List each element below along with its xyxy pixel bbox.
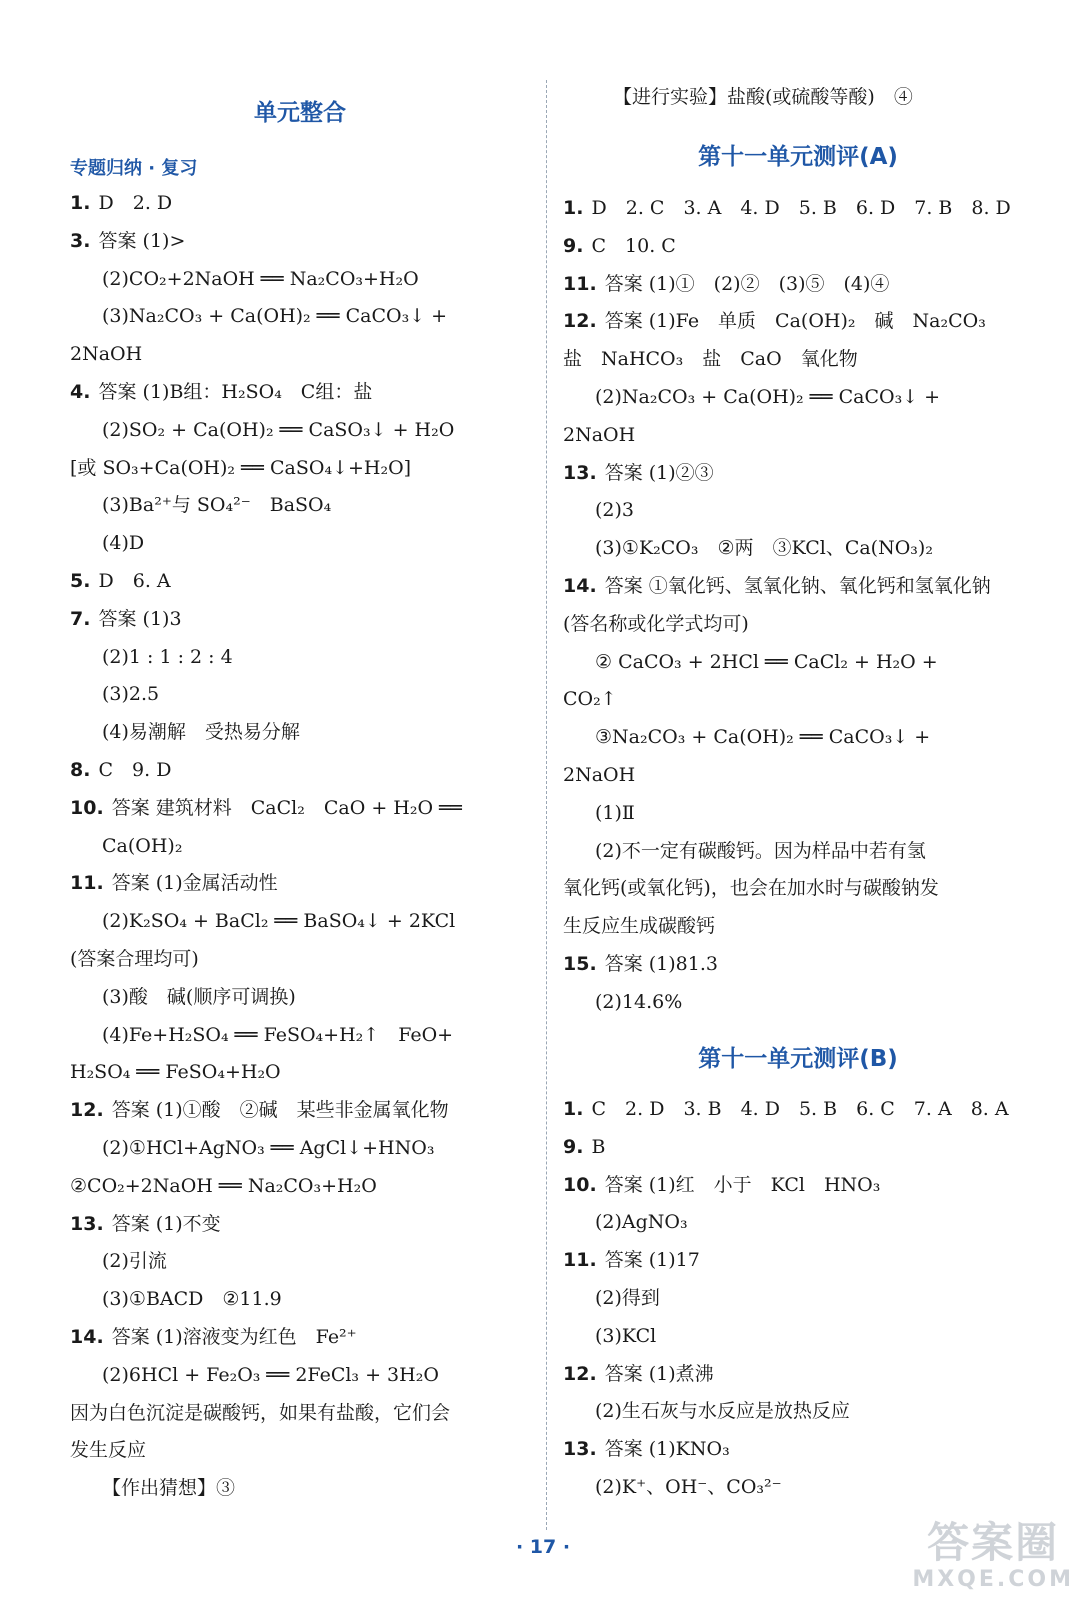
answer-line <box>102 681 159 707</box>
answer-text: (2)6HCl + Fe₂O₃ ══ 2FeCl₃ + 3H₂O <box>102 1363 439 1386</box>
answer-text: 氧化钙(或氧化钙)，也会在加水时与碳酸钠发 <box>563 877 939 900</box>
question-number: 13. <box>563 461 597 484</box>
answer-line <box>595 724 930 750</box>
answer-text: 答案 (1)Fe 单质 Ca(OH)₂ 碱 Na₂CO₃ <box>604 310 986 333</box>
answer-line <box>70 757 171 783</box>
answer-line <box>70 795 462 821</box>
answer-text: 答案 ①氧化钙、氢氧化钠、氧化钙和氢氧化钠 <box>604 575 991 597</box>
answer-line <box>102 1286 282 1312</box>
answer-line <box>595 1209 688 1235</box>
answer-line <box>595 800 635 826</box>
answer-text: C 9. D <box>98 759 172 781</box>
test-b-title: 第十一单元测评(B) <box>698 1046 898 1072</box>
answer-text: (2)不一定有碳酸钙。因为样品中若有氢 <box>595 839 926 862</box>
answer-line <box>563 271 889 297</box>
question-number: 1. <box>563 1098 584 1120</box>
answer-line <box>70 606 182 632</box>
answer-line <box>102 1135 434 1161</box>
question-number: 12. <box>563 1362 597 1385</box>
question-number: 3. <box>70 229 91 252</box>
answer-line <box>102 1022 453 1048</box>
answer-line <box>70 190 172 216</box>
answer-text: (2)14.6% <box>595 990 683 1013</box>
answer-line <box>70 1324 357 1350</box>
experiment-line: 【进行实验】盐酸(或硫酸等酸) ④ <box>613 86 913 108</box>
answer-line <box>70 1211 221 1237</box>
answer-text: 答案 (1)②③ <box>604 461 714 484</box>
question-number: 11. <box>563 272 597 295</box>
question-number: 9. <box>563 1135 584 1158</box>
answer-line <box>70 228 185 254</box>
watermark-logo: 答案圈 MXQE.COM <box>912 1518 1074 1592</box>
answer-line <box>595 649 938 675</box>
answer-text: (2)CO₂+2NaOH ══ Na₂CO₃+H₂O <box>102 267 419 290</box>
question-number: 1. <box>563 197 584 219</box>
answer-line <box>595 497 634 523</box>
answer-text: 盐 NaHCO₃ 盐 CaO 氧化物 <box>563 348 858 371</box>
answer-line <box>102 719 300 745</box>
answer-text: (4)D <box>102 532 145 555</box>
question-number: 11. <box>563 1249 597 1272</box>
answer-text: (2)生石灰与水反应是放热反应 <box>595 1400 850 1423</box>
answer-line <box>102 1362 439 1388</box>
answer-text: ③Na₂CO₃ + Ca(OH)₂ ══ CaCO₃↓ + <box>595 726 931 749</box>
answer-text: [或 SO₃+Ca(OH)₂ ══ CaSO₄↓+H₂O] <box>70 456 412 479</box>
answer-line <box>563 1436 730 1462</box>
answer-text: 【作出猜想】③ <box>102 1477 236 1500</box>
question-number: 14. <box>70 1326 104 1348</box>
question-number: 12. <box>70 1099 104 1122</box>
answer-line <box>563 611 749 637</box>
answer-line <box>563 346 858 372</box>
question-number: 7. <box>70 607 91 630</box>
answer-line <box>70 1400 450 1426</box>
answer-text: (2)AgNO₃ <box>595 1211 688 1234</box>
answer-text: (3)①K₂CO₃ ②两 ③KCl、Ca(NO₃)₂ <box>595 537 933 560</box>
answer-line <box>563 1096 1009 1122</box>
question-number: 10. <box>563 1173 597 1196</box>
answer-text: D 2. D <box>98 192 173 214</box>
answer-text: 答案 (1)煮沸 <box>604 1362 714 1385</box>
answer-text: 答案 (1)KNO₃ <box>604 1438 730 1461</box>
answer-line <box>563 195 1011 221</box>
answer-line <box>595 1398 850 1424</box>
question-number: 8. <box>70 759 91 781</box>
answer-line <box>70 1437 146 1463</box>
answer-line <box>102 644 233 670</box>
answer-text: C 2. D 3. B 4. D 5. B 6. C 7. A 8. A <box>591 1098 1009 1120</box>
answer-text: (2)3 <box>595 499 635 522</box>
answer-line <box>102 1475 235 1501</box>
answer-text: 答案 (1)> <box>98 229 186 252</box>
answer-text: CO₂↑ <box>563 688 617 711</box>
answer-text: 答案 (1)不变 <box>111 1212 221 1235</box>
question-number: 12. <box>563 310 597 333</box>
answer-text: (3)Na₂CO₃ + Ca(OH)₂ ══ CaCO₃↓ + <box>102 305 448 328</box>
answer-text: C 10. C <box>591 234 676 257</box>
answer-line <box>563 422 635 448</box>
answer-line <box>563 686 617 712</box>
answer-text: D 2. C 3. A 4. D 5. B 6. D 7. B 8. D <box>591 197 1011 219</box>
answer-text: (3)KCl <box>595 1324 657 1347</box>
answer-text: (3)酸 碱(顺序可调换) <box>102 985 296 1008</box>
answer-line <box>102 1248 167 1274</box>
left-title: 单元整合 <box>254 100 346 126</box>
answer-text: 答案 (1)17 <box>604 1249 700 1272</box>
answer-text: D 6. A <box>98 570 171 592</box>
answer-text: 2NaOH <box>563 764 636 786</box>
question-number: 15. <box>563 953 597 975</box>
answer-text: (2)SO₂ + Ca(OH)₂ ══ CaSO₃↓ + H₂O <box>102 418 455 441</box>
answer-line <box>563 233 676 259</box>
answer-line <box>595 1474 782 1500</box>
answer-line <box>563 460 714 486</box>
answer-line <box>595 1323 656 1349</box>
answer-line <box>595 1285 660 1311</box>
answer-text: 答案 (1)① (2)② (3)⑤ (4)④ <box>604 272 890 295</box>
answer-text: (2)K₂SO₄ + BaCl₂ ══ BaSO₄↓ + 2KCl <box>102 910 456 933</box>
answer-line <box>102 303 447 329</box>
answer-line <box>595 838 926 864</box>
answer-text: 2NaOH <box>70 343 143 366</box>
section-heading: 专题归纳 · 复习 <box>70 158 198 179</box>
answer-text: 因为白色沉淀是碳酸钙，如果有盐酸，它们会 <box>70 1401 451 1424</box>
question-number: 14. <box>563 575 597 597</box>
answer-text: 答案 (1)81.3 <box>604 953 718 975</box>
answer-text: Ca(OH)₂ <box>102 834 183 857</box>
question-number: 13. <box>70 1212 104 1235</box>
answer-line <box>595 384 940 410</box>
answer-text: 2NaOH <box>563 423 636 446</box>
answer-text: 生反应生成碳酸钙 <box>563 915 716 938</box>
answer-line <box>563 951 718 977</box>
page-number: · 17 · <box>515 1536 571 1558</box>
answer-text: (2)引流 <box>102 1250 167 1273</box>
answer-line <box>563 913 715 939</box>
test-a-title: 第十一单元测评(A) <box>698 144 898 170</box>
answer-text: (答案合理均可) <box>70 948 199 970</box>
question-number: 13. <box>563 1438 597 1461</box>
answer-line <box>70 1059 281 1085</box>
answer-text: 答案 建筑材料 CaCl₂ CaO + H₂O ══ <box>111 796 462 819</box>
answer-line <box>563 573 991 599</box>
question-number: 4. <box>70 381 91 403</box>
answer-text: (4)Fe+H₂SO₄ ══ FeSO₄+H₂↑ FeO+ <box>102 1023 454 1046</box>
answer-text: (4)易潮解 受热易分解 <box>102 721 300 744</box>
answer-text: 答案 (1)3 <box>98 607 182 630</box>
answer-text: ② CaCO₃ + 2HCl ══ CaCl₂ + H₂O + <box>595 650 938 673</box>
question-number: 5. <box>70 570 91 592</box>
answer-text: 发生反应 <box>70 1439 147 1462</box>
answer-text: (2)①HCl+AgNO₃ ══ AgCl↓+HNO₃ <box>102 1137 435 1159</box>
answer-text: (2)K⁺、OH⁻、CO₃²⁻ <box>595 1476 782 1498</box>
answer-text: B <box>591 1135 606 1158</box>
answer-line <box>595 535 933 561</box>
answer-text: (1)Ⅱ <box>595 801 635 824</box>
answer-line <box>70 1173 377 1199</box>
answer-line <box>70 946 199 972</box>
answer-line <box>563 1172 880 1198</box>
answer-text: 答案 (1)红 小于 KCl HNO₃ <box>604 1173 881 1196</box>
answer-text: ②CO₂+2NaOH ══ Na₂CO₃+H₂O <box>70 1174 377 1197</box>
answer-line <box>102 417 454 443</box>
question-number: 11. <box>70 872 104 895</box>
answer-line <box>563 762 635 788</box>
answer-line <box>102 984 296 1010</box>
answer-text: (3)2.5 <box>102 683 160 706</box>
answer-text: 答案 (1)①酸 ②碱 某些非金属氧化物 <box>111 1099 449 1122</box>
question-number: 10. <box>70 796 104 819</box>
answer-line <box>70 1097 449 1123</box>
answer-line <box>70 455 411 481</box>
answer-line <box>563 1361 714 1387</box>
answer-line <box>70 568 171 594</box>
answer-line <box>563 875 939 901</box>
answer-line <box>595 989 682 1015</box>
answer-line <box>70 870 278 896</box>
answer-line <box>563 308 986 334</box>
answer-line <box>102 908 455 934</box>
answer-text: (3)Ba²⁺与 SO₄²⁻ BaSO₄ <box>102 494 332 517</box>
column-divider <box>546 80 547 1530</box>
answer-line <box>102 492 331 518</box>
answer-line <box>102 266 419 292</box>
question-number: 9. <box>563 234 584 257</box>
answer-text: H₂SO₄ ══ FeSO₄+H₂O <box>70 1061 281 1084</box>
answer-line <box>70 341 142 367</box>
answer-line <box>563 1247 700 1273</box>
answer-text: 答案 (1)金属活动性 <box>111 872 278 895</box>
answer-line <box>102 530 144 556</box>
answer-text: 答案 (1)溶液变为红色 Fe²⁺ <box>111 1326 357 1348</box>
answer-line <box>563 1134 605 1160</box>
answer-text: (2)1 : 1 : 2 : 4 <box>102 645 233 668</box>
answer-text: (2)Na₂CO₃ + Ca(OH)₂ ══ CaCO₃↓ + <box>595 386 941 408</box>
answer-text: (2)得到 <box>595 1287 660 1309</box>
answer-line <box>70 379 372 405</box>
answer-text: (答名称或化学式均可) <box>563 612 749 635</box>
question-number: 1. <box>70 192 91 214</box>
answer-text: (3)①BACD ②11.9 <box>102 1288 282 1311</box>
answer-line <box>102 833 182 859</box>
answer-text: 答案 (1)B组：H₂SO₄ C组：盐 <box>98 381 373 403</box>
